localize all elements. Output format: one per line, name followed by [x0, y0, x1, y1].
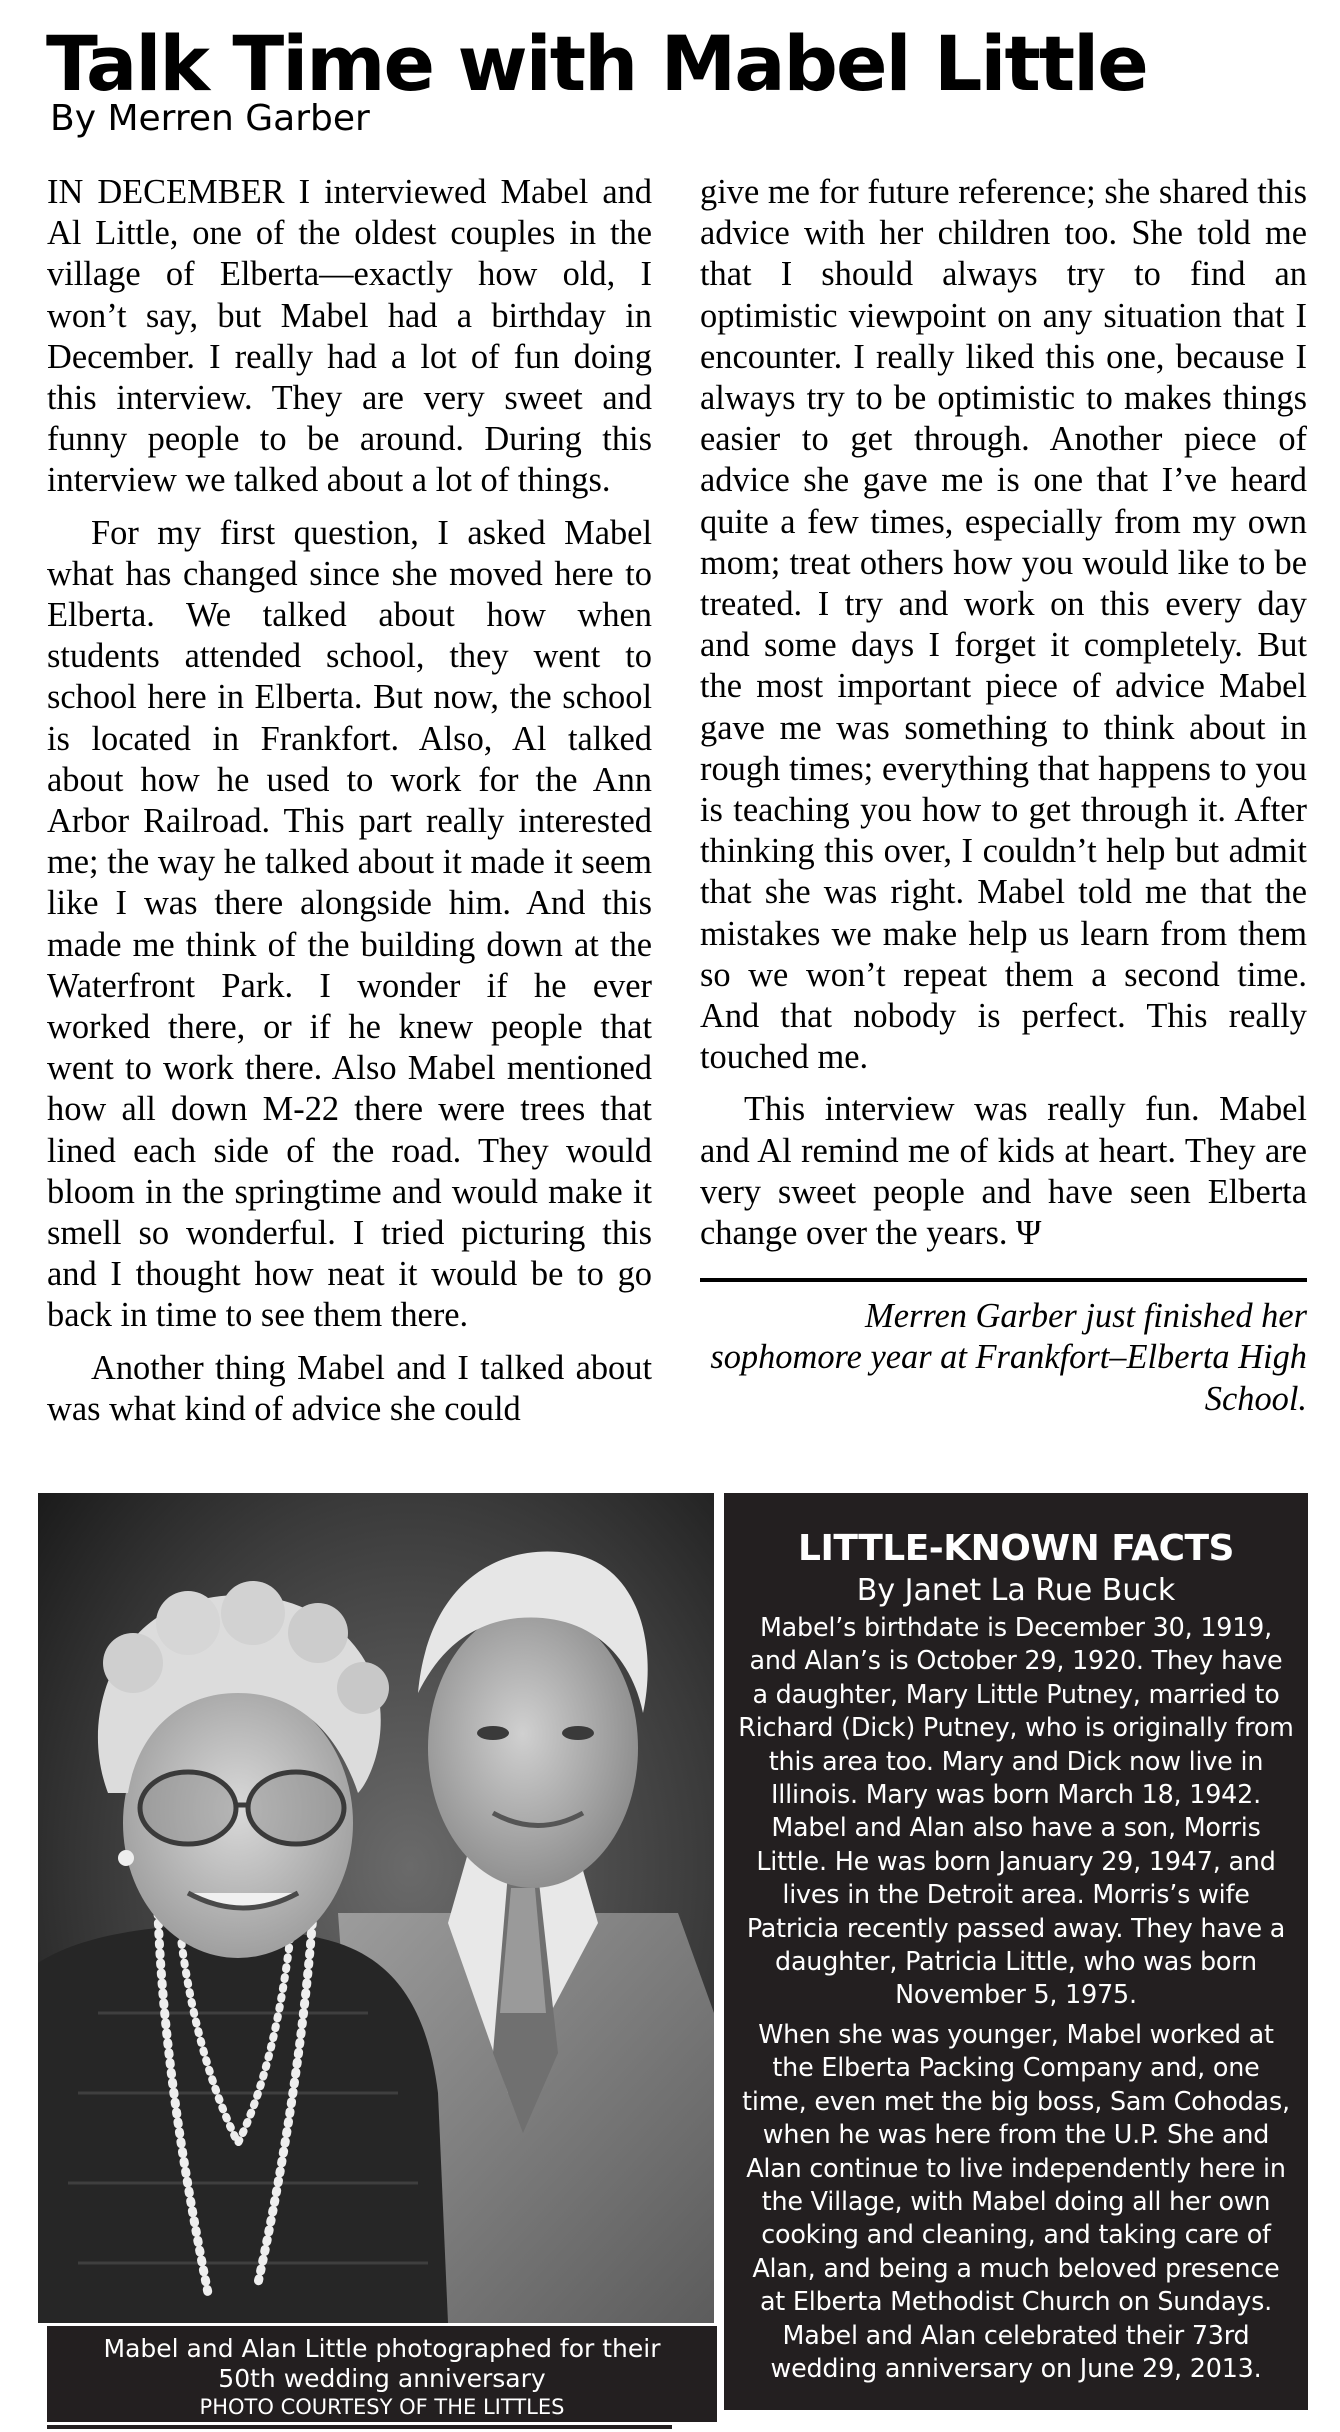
couple-photo-image	[38, 1493, 714, 2323]
sidebar-paragraph: Mabel’s birthdate is December 30, 1919, and Alan’s is October 29, 1920. They have a daughter, Mary Little Putney, married to Richard (Dick) Putney, who is originally from this area too. Mary and Dick now live in Illinois. Mary was born March 18, 1942. Mabel and Alan also have a son, Morris Little. He was born January 29, 1947, and lives in the Detroit area. Morris’s wife Patricia recently passed away. They have a daughter, Patricia Little, who was born November 5, 1975.	[738, 1612, 1294, 2010]
sidebar-byline: By Janet La Rue Buck	[856, 1573, 1176, 1608]
author-note: Merren Garber just finished her sophomore year at Frankfort–Elberta High School.	[710, 1297, 1307, 1418]
article-paragraph: Another thing Mabel and I talked about was what kind of advice she could	[47, 1348, 652, 1428]
caption-divider	[47, 2425, 672, 2429]
photo-caption	[47, 2326, 717, 2422]
article-paragraph: IN DECEMBER I interviewed Mabel and Al Little, one of the oldest couples in the village of Elberta—exactly how old, I won’t say, but Mabel had a birthday in December. I really had a lot of fun doing this interview. They are very sweet and funny people to be around. During this interview we talked about a lot of things.	[47, 173, 652, 500]
article-column-left	[47, 172, 652, 1430]
sidebar-title: LITTLE-KNOWN FACTS	[798, 1528, 1234, 1569]
photo-credit: PHOTO COURTESY OF THE LITTLES	[199, 2395, 565, 2419]
author-note-divider	[700, 1278, 1307, 1282]
article-byline: By Merren Garber	[50, 98, 370, 139]
article-paragraph: This interview was really fun. Mabel and Al remind me of kids at heart. They are very sweet people and have seen Elberta change over the years. Ψ	[700, 1090, 1307, 1253]
little-known-facts-box	[724, 1493, 1308, 2410]
couple-photo	[38, 1493, 714, 2323]
photo-caption-text: Mabel and Alan Little photographed for their 50th wedding anniversary	[103, 2334, 661, 2393]
article-paragraph: give me for future reference; she shared this advice with her children too. She told me that I should always try to find an optimistic viewpoint on any situation that I encounter. I really liked this one, because I always try to be optimistic to makes things easier to get through. Another piece of advice she gave me is one that I’ve heard quite a few times, especially from my own mom; treat others how you would like to be treated. I try and work on this every day and some days I forget it completely. But the most important piece of advice Mabel gave me was something to think about in rough times; everything that happens to you is teaching you how to get through it. After thinking this over, I couldn’t help but admit that she was right. Mabel told me that the mistakes we make help us learn from them so we won’t repeat them a second time. And that nobody is perfect. This really touched me.	[700, 173, 1307, 1077]
article-title: Talk Time with Mabel Little	[46, 19, 1147, 108]
article-column-right	[700, 172, 1307, 1420]
article-paragraph: For my first question, I asked Mabel what has changed since she moved here to Elberta. We talked about how when students attended school, they went to school here in Elberta. But now, the school is located in Frankfort. Also, Al talked about how he used to work for the Ann Arbor Railroad. This part really interested me; the way he talked about it made it seem like I was there alongside him. And this made me think of the building down at the Waterfront Park. I wonder if he ever worked there, or if he knew people that went to work there. Also Mabel mentioned how all down M-22 there were trees that lined each side of the road. They would bloom in the springtime and would make it smell so wonderful. I tried picturing this and I thought how neat it would be to go back in time to see them there.	[47, 513, 652, 1335]
sidebar-paragraph: When she was younger, Mabel worked at the Elberta Packing Company and, one time, even met the big boss, Sam Cohodas, when he was here from the U.P. She and Alan continue to live independently here in the Village, with Mabel doing all her own cooking and cleaning, and taking care of Alan, and being a much beloved presence at Elberta Methodist Church on Sundays. Mabel and Alan celebrated their 73rd wedding anniversary on June 29, 2013.	[742, 2018, 1290, 2383]
